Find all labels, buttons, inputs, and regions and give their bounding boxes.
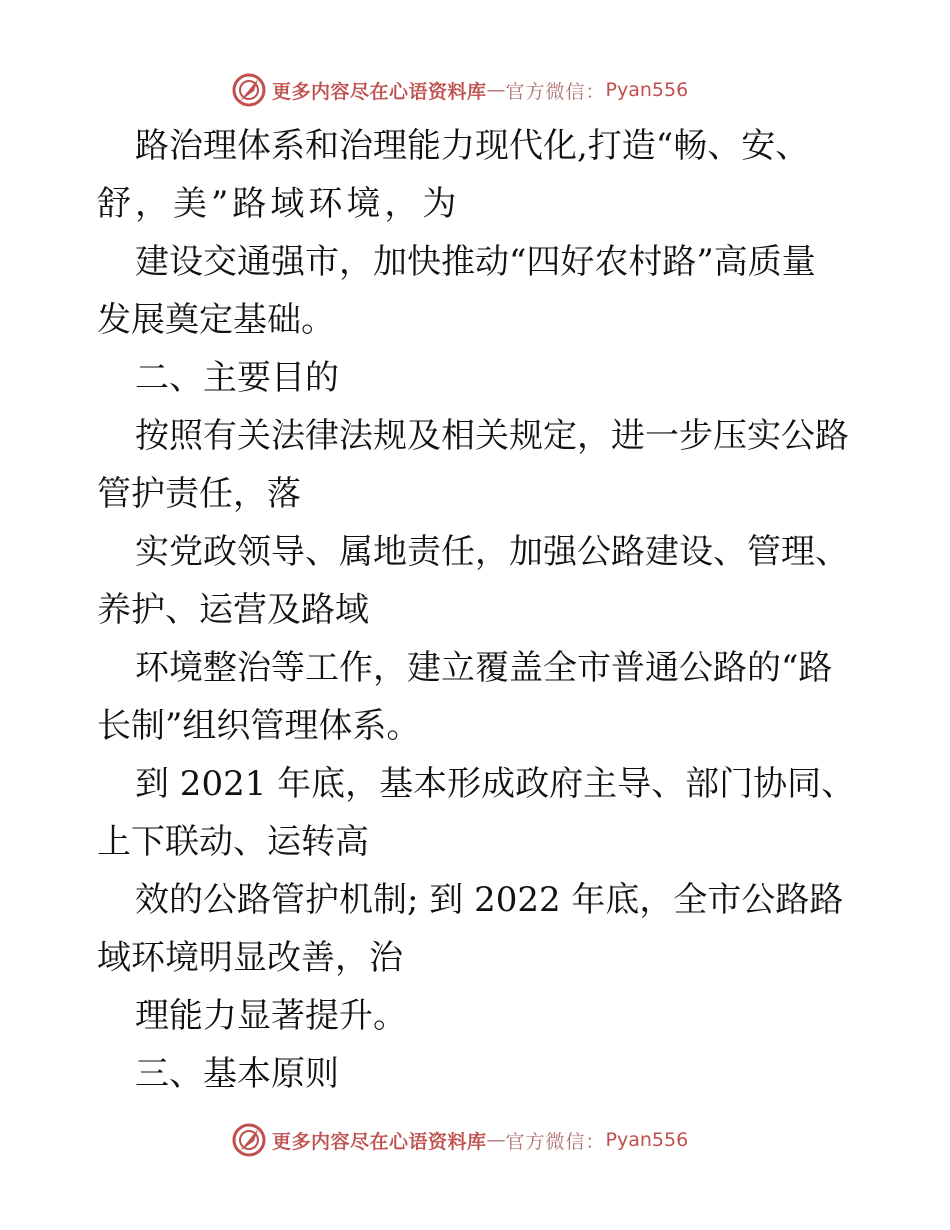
watermark-separator: —	[486, 1129, 506, 1151]
quill-logo-icon	[232, 1123, 266, 1157]
text-line: 到 2021 年底，基本形成政府主导、部门协同、	[135, 764, 856, 804]
text-line: 养护、运营及路域	[97, 590, 369, 630]
text-line: 域环境明显改善，治	[97, 938, 403, 978]
watermark-label: 官方微信：	[505, 1130, 606, 1153]
text-line: 舒，美”路域环境，为	[97, 184, 461, 224]
text-line: 长制”组织管理体系。	[97, 706, 421, 746]
text-line: 理能力显著提升。	[135, 996, 407, 1036]
text-line: 环境整治等工作，建立覆盖全市普通公路的“路	[135, 648, 833, 688]
watermark-brand: 更多内容尽在心语资料库	[272, 1130, 487, 1153]
watermark-header	[232, 70, 688, 110]
text-line: 发展奠定基础。	[97, 300, 335, 340]
text-line: 按照有关法律法规及相关规定，进一步压实公路	[135, 416, 849, 456]
watermark-account: Pyan556	[605, 1129, 689, 1151]
text-line: 建设交通强市，加快推动“四好农村路”高质量	[135, 242, 816, 282]
text-line: 路治理体系和治理能力现代化,打造“畅、安、	[135, 126, 810, 166]
quill-logo-icon	[232, 73, 266, 107]
section-heading: 三、基本原则	[135, 1054, 339, 1094]
section-heading: 二、主要目的	[135, 358, 339, 398]
text-line: 实党政领导、属地责任，加强公路建设、管理、	[135, 532, 849, 572]
text-line: 上下联动、运转高	[97, 822, 369, 862]
watermark-account: Pyan556	[605, 79, 689, 101]
watermark-brand: 更多内容尽在心语资料库	[272, 80, 487, 103]
watermark-label: 官方微信：	[505, 80, 606, 103]
watermark-separator: —	[486, 79, 506, 101]
watermark-footer	[232, 1120, 688, 1160]
text-line: 管护责任，落	[97, 474, 301, 514]
text-line: 效的公路管护机制; 到 2022 年底，全市公路路	[135, 880, 844, 920]
